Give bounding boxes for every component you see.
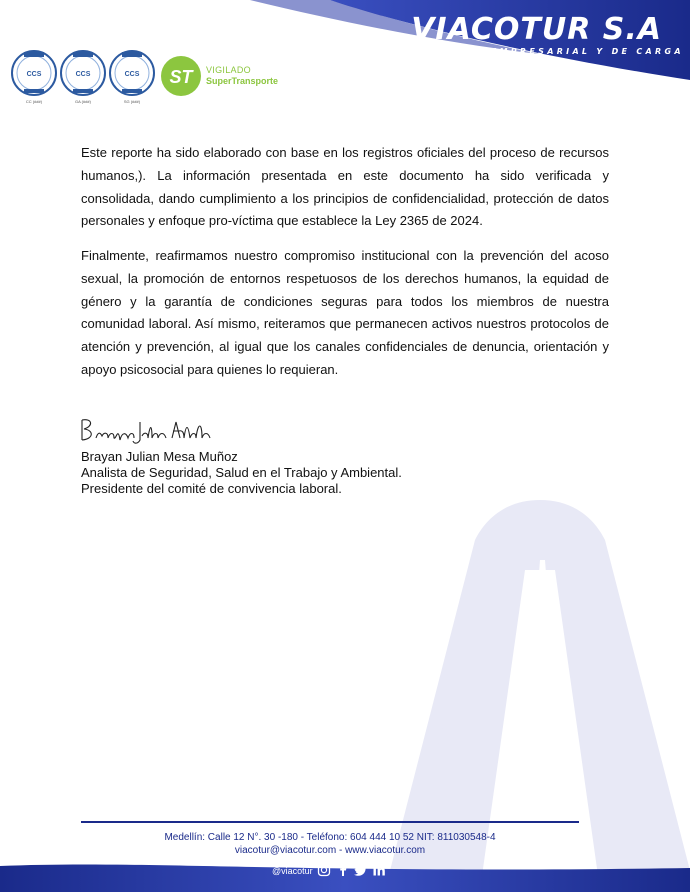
footer-address: Medellín: Calle 12 N°. 30 -180 - Teléfono: 604 444 10 52 NIT: 811030548-4 <box>164 832 496 843</box>
social-handle: @viacotur <box>272 866 313 876</box>
seal-caption: GA (###) <box>74 99 91 104</box>
vigilado-label: VIGILADO <box>206 65 251 75</box>
footer-contact: viacotur@viacotur.com - www.viacotur.com <box>234 845 426 856</box>
body-paragraph: Este reporte ha sido elaborado con base en los registros oficiales del proceso de recursos humanos,). La información presentada en este documento ha sido verificada y consolidada, dando cumplimiento a los principios de confidencialidad, protección de datos personales y enfoque pro-víctima que establece la Ley 2365 de 2024. <box>81 145 609 229</box>
instagram-icon[interactable] <box>317 863 331 877</box>
seal-caption: CC (###) <box>25 99 43 104</box>
body-paragraph: Finalmente, reafirmamos nuestro compromiso institucional con la prevención del acoso sexual, la promoción de entornos respetuosos de los derechos humanos, la equidad de género y la garantía de condiciones seguras para todos los miembros de nuestra comunidad laboral. Así mismo, reiteramos que permanecen activos nuestros protocolos de atención y prevención, al igual que los canales confidenciales de denuncia, orientación y apoyo psicosocial para quienes lo requieran. <box>81 248 609 377</box>
brand-subtitle: TRANSPORTE EMPRESARIAL Y DE CARGA <box>392 47 684 56</box>
brand-title: VIACOTUR S.A <box>411 12 662 47</box>
ccs-certification-seal <box>60 50 106 96</box>
handwritten-signature <box>78 412 218 448</box>
facebook-icon[interactable] <box>336 863 350 877</box>
svg-text:ST: ST <box>169 67 193 87</box>
linkedin-icon[interactable] <box>372 863 386 877</box>
svg-text:CCS: CCS <box>75 71 91 78</box>
footer-divider <box>81 821 579 823</box>
ccs-certification-seal <box>11 50 57 96</box>
signatory-name: Brayan Julian Mesa Muñoz <box>81 449 238 464</box>
signatory-role: Presidente del comité de convivencia laboral. <box>81 481 342 496</box>
svg-text:CCS: CCS <box>124 71 140 78</box>
supertransporte-logo <box>160 55 202 97</box>
ccs-certification-seal <box>109 50 155 96</box>
seal-caption: SG (###) <box>123 99 141 104</box>
supertransporte-label: SuperTransporte <box>206 76 279 86</box>
twitter-icon[interactable] <box>354 863 368 877</box>
svg-text:CCS: CCS <box>26 71 42 78</box>
signatory-title: Analista de Seguridad, Salud en el Trabajo y Ambiental. <box>81 465 402 480</box>
